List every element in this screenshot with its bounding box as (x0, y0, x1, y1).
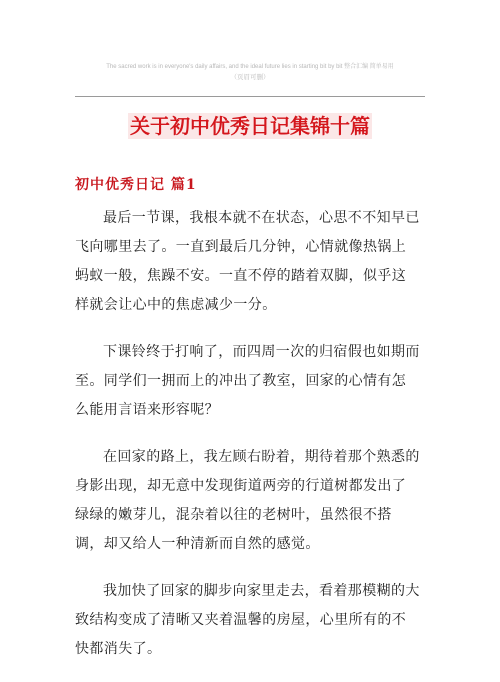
header-slogan: The sacred work is in everyone's daily affairs, and the ideal future lies in starting bit by bit 整合汇编 简单易用 (106, 64, 394, 70)
header-removable-note: （页眉可删） (230, 73, 270, 81)
body-paragraph: 最后一节课，我根本就不在状态，心思不不知早已飞向哪里去了。一直到最后几分钟，心情就像热锅上蚂蚁一般，焦躁不安。一直不停的踏着双脚，似乎这样就会让心中的焦虑减少一分。 (75, 210, 420, 313)
body-paragraph: 我加快了回家的脚步向家里走去，看着那模糊的大致结构变成了清晰又夹着温馨的房屋，心里所有的不快都消失了。 (75, 583, 420, 657)
body-paragraph: 下课铃终于打响了，而四周一次的归宿假也如期而至。同学们一拥而上的冲出了教室，回家的心情有怎么能用言语来形容呢？ (75, 344, 420, 418)
body-paragraph: 在回家的路上，我左顾右盼着，期待着那个熟悉的身影出现，却无意中发现街道两旁的行道树都发出了绿绿的嫩芽儿，混杂着以往的老树叶，虽然很不搭调，却又给人一种清新而自然的感觉。 (75, 449, 420, 552)
document-title-text: 关于初中优秀日记集锦十篇 (130, 114, 370, 138)
section-title: 初中优秀日记 篇1 (75, 177, 197, 193)
document-body (75, 204, 420, 682)
header-divider (75, 96, 425, 97)
document-title (0, 113, 500, 139)
page-header (70, 62, 430, 82)
